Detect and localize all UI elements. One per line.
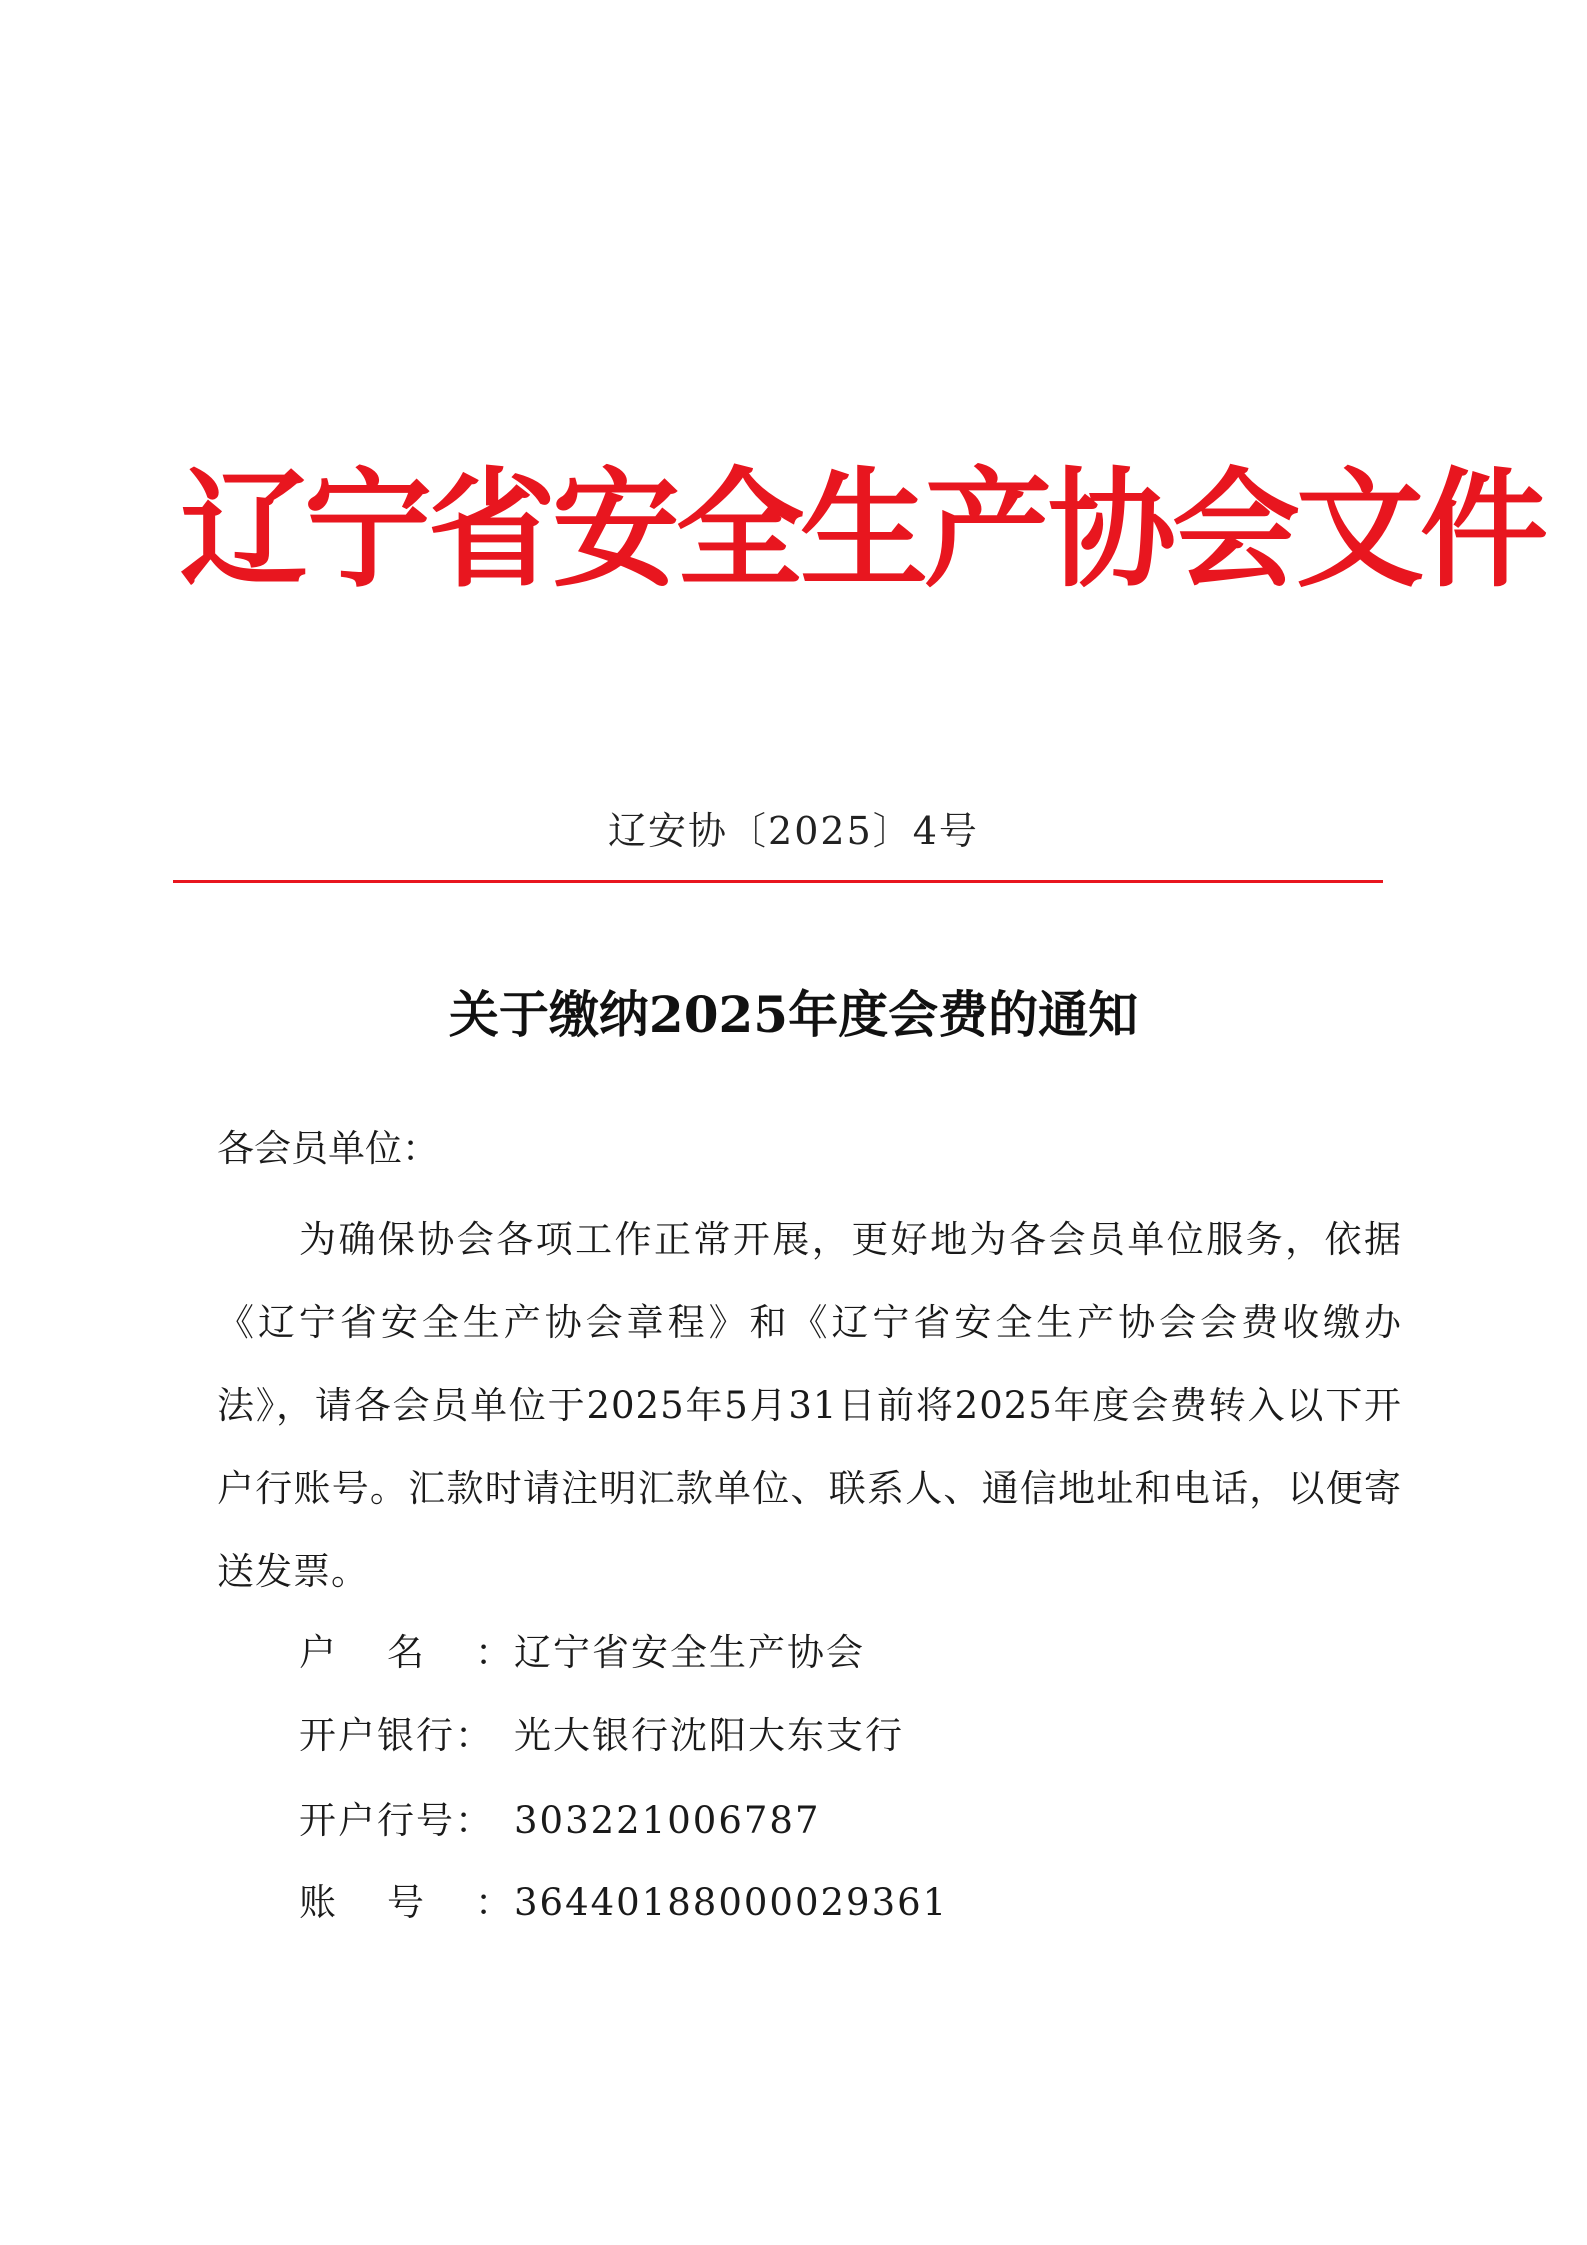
account-number-row (299, 1872, 948, 1926)
notice-title: 关于缴纳2025年度会费的通知 (448, 985, 1139, 1044)
document-number: 辽安协〔2025〕4号 (608, 809, 979, 853)
account-name-row (299, 1622, 865, 1676)
bank-value: 光大银行沈阳大东支行 (514, 1714, 904, 1757)
masthead-title: 辽宁省安全生产协会文件 (180, 455, 1545, 605)
red-divider-line (173, 880, 1383, 883)
salutation: 各会员单位： (217, 1127, 439, 1170)
bank-row (299, 1705, 904, 1759)
bank-number-row (299, 1790, 821, 1844)
body-paragraph: 为确保协会各项工作正常开展，更好地为各会员单位服务，依据《辽宁省安全生产协会章程》和《辽宁省安全生产协会会费收缴办法》，请各会员单位于2025年5月31日前将2025年度会费转入以下开户行账号。汇款时请注明汇款单位、联系人、通信地址和电话，以便寄送发票。 (217, 1218, 1402, 1593)
account-number-value: 36440188000029361 (514, 1881, 949, 1924)
account-name-value: 辽宁省安全生产协会 (514, 1631, 865, 1674)
bank-label: 开户银行： (299, 1714, 494, 1757)
account-number-label: 账号： (299, 1881, 514, 1924)
account-name-label: 户名： (299, 1631, 514, 1674)
bank-number-value: 303221006787 (514, 1799, 821, 1842)
bank-number-label: 开户行号： (299, 1799, 494, 1842)
